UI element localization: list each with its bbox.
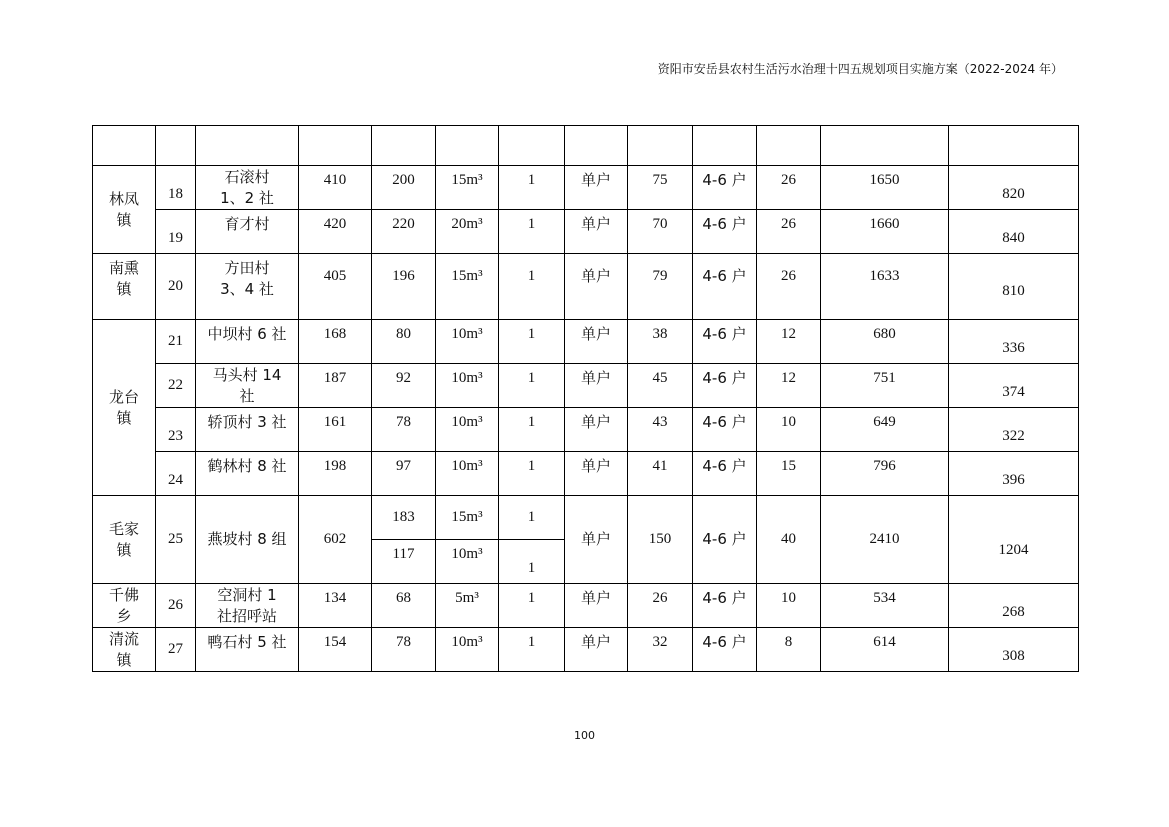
cell-c7: 12 [757, 320, 821, 364]
cell-type: 单户 [565, 254, 628, 320]
cell-c8: 796 [821, 452, 949, 496]
cell-c5: 38 [628, 320, 693, 364]
cell-type: 单户 [565, 584, 628, 628]
table-cell [372, 126, 436, 166]
cell-c7: 15 [757, 452, 821, 496]
table-row [93, 254, 1079, 320]
row-number: 22 [156, 364, 196, 408]
table-cell [499, 126, 565, 166]
cell-capacity: 10m³ [436, 364, 499, 408]
cell-c5: 26 [628, 584, 693, 628]
town-cell [93, 584, 156, 628]
cell-c9: 374 [949, 364, 1079, 408]
cell-c9: 268 [949, 584, 1079, 628]
table-cell [565, 126, 628, 166]
cell-quantity: 1 [499, 320, 565, 364]
page-number: 100 [574, 729, 595, 742]
cell-range: 4-6 户 [693, 210, 757, 254]
cell-c2: 92 [372, 364, 436, 408]
cell-c5: 150 [628, 496, 693, 584]
row-number: 19 [156, 210, 196, 254]
cell-range: 4-6 户 [693, 584, 757, 628]
village-cell: 轿顶村 3 社 [196, 408, 299, 452]
town-label: 林凤镇 [109, 189, 140, 229]
cell-c9: 336 [949, 320, 1079, 364]
table-row [93, 320, 1079, 364]
cell-c8: 1650 [821, 166, 949, 210]
cell-c2: 78 [372, 628, 436, 672]
cell-c8: 2410 [821, 496, 949, 584]
row-number: 18 [156, 166, 196, 210]
table-cell [299, 126, 372, 166]
cell-range: 4-6 户 [693, 496, 757, 584]
town-cell [93, 628, 156, 672]
table-row [93, 496, 1079, 540]
row-number: 24 [156, 452, 196, 496]
row-number: 25 [156, 496, 196, 584]
village-cell: 中坝村 6 社 [196, 320, 299, 364]
cell-c9: 308 [949, 628, 1079, 672]
data-table [92, 125, 1079, 672]
cell-type: 单户 [565, 496, 628, 584]
village-cell: 鸭石村 5 社 [196, 628, 299, 672]
cell-c5: 45 [628, 364, 693, 408]
cell-capacity: 15m³ [436, 254, 499, 320]
cell-c8: 751 [821, 364, 949, 408]
cell-capacity: 10m³ [436, 628, 499, 672]
cell-c5: 75 [628, 166, 693, 210]
cell-capacity: 15m³ [436, 166, 499, 210]
table-row [93, 452, 1079, 496]
table-cell [156, 126, 196, 166]
cell-quantity: 1 [499, 254, 565, 320]
village-label: 石滚村 1、2 社 [220, 167, 274, 207]
town-label: 千佛乡 [109, 585, 140, 625]
cell-c7: 26 [757, 166, 821, 210]
village-cell [196, 364, 299, 408]
village-cell: 燕坡村 8 组 [196, 496, 299, 584]
cell-c1: 405 [299, 254, 372, 320]
cell-quantity: 1 [499, 628, 565, 672]
cell-c1: 602 [299, 496, 372, 584]
town-label: 毛家镇 [109, 519, 140, 559]
cell-c1: 187 [299, 364, 372, 408]
cell-type: 单户 [565, 210, 628, 254]
village-cell: 鹤林村 8 社 [196, 452, 299, 496]
cell-c8: 649 [821, 408, 949, 452]
cell-c1: 410 [299, 166, 372, 210]
village-cell [196, 254, 299, 320]
cell-range: 4-6 户 [693, 320, 757, 364]
cell-quantity: 1 [499, 452, 565, 496]
village-label: 马头村 14 社 [212, 365, 282, 405]
row-number: 26 [156, 584, 196, 628]
cell-range: 4-6 户 [693, 452, 757, 496]
document-header: 资阳市安岳县农村生活污水治理十四五规划项目实施方案（2022-2024 年） [657, 62, 1063, 76]
town-label: 清流镇 [109, 629, 140, 669]
cell-capacity: 5m³ [436, 584, 499, 628]
cell-c1: 161 [299, 408, 372, 452]
cell-c9: 322 [949, 408, 1079, 452]
cell-type: 单户 [565, 166, 628, 210]
table-row [93, 210, 1079, 254]
table-cell [949, 126, 1079, 166]
table-cell [821, 126, 949, 166]
cell-c2: 97 [372, 452, 436, 496]
cell-c1: 198 [299, 452, 372, 496]
cell-c8: 614 [821, 628, 949, 672]
row-number: 21 [156, 320, 196, 364]
cell-quantity: 1 [499, 210, 565, 254]
cell-c2: 220 [372, 210, 436, 254]
row-number: 27 [156, 628, 196, 672]
cell-range: 4-6 户 [693, 254, 757, 320]
village-cell [196, 166, 299, 210]
row-number: 20 [156, 254, 196, 320]
cell-capacity: 10m³ [436, 320, 499, 364]
village-label: 方田村 3、4 社 [220, 259, 274, 298]
cell-c2: 196 [372, 254, 436, 320]
cell-capacity: 15m³ [436, 496, 499, 540]
table-row [93, 364, 1079, 408]
cell-c8: 680 [821, 320, 949, 364]
cell-c9: 1204 [949, 496, 1079, 584]
cell-capacity: 10m³ [436, 540, 499, 584]
cell-c2: 78 [372, 408, 436, 452]
cell-type: 单户 [565, 452, 628, 496]
cell-c9: 396 [949, 452, 1079, 496]
town-label: 龙台镇 [109, 387, 140, 427]
cell-c9: 820 [949, 166, 1079, 210]
cell-c7: 10 [757, 584, 821, 628]
cell-c1: 420 [299, 210, 372, 254]
cell-c5: 79 [628, 254, 693, 320]
cell-capacity: 10m³ [436, 408, 499, 452]
cell-c9: 840 [949, 210, 1079, 254]
table-cell [693, 126, 757, 166]
cell-range: 4-6 户 [693, 166, 757, 210]
cell-type: 单户 [565, 628, 628, 672]
cell-c1: 154 [299, 628, 372, 672]
table-cell [93, 126, 156, 166]
cell-c5: 43 [628, 408, 693, 452]
cell-quantity: 1 [499, 408, 565, 452]
cell-c7: 26 [757, 254, 821, 320]
cell-c7: 40 [757, 496, 821, 584]
table-cell [196, 126, 299, 166]
cell-c8: 1660 [821, 210, 949, 254]
table-row [93, 584, 1079, 628]
cell-quantity: 1 [499, 364, 565, 408]
town-cell [93, 166, 156, 254]
cell-c7: 10 [757, 408, 821, 452]
cell-c5: 32 [628, 628, 693, 672]
table-row [93, 166, 1079, 210]
table-row [93, 628, 1079, 672]
cell-c7: 12 [757, 364, 821, 408]
cell-c2: 68 [372, 584, 436, 628]
cell-range: 4-6 户 [693, 628, 757, 672]
cell-c7: 26 [757, 210, 821, 254]
village-cell: 育才村 [196, 210, 299, 254]
cell-capacity: 20m³ [436, 210, 499, 254]
blank-header-row [93, 126, 1079, 166]
cell-quantity: 1 [499, 584, 565, 628]
village-cell [196, 584, 299, 628]
cell-c2: 80 [372, 320, 436, 364]
town-cell [93, 496, 156, 584]
cell-c7: 8 [757, 628, 821, 672]
cell-quantity: 1 [499, 540, 565, 584]
cell-type: 单户 [565, 364, 628, 408]
table-cell [436, 126, 499, 166]
cell-c5: 70 [628, 210, 693, 254]
town-cell [93, 254, 156, 320]
cell-c1: 168 [299, 320, 372, 364]
cell-c1: 134 [299, 584, 372, 628]
table-cell [757, 126, 821, 166]
cell-c8: 1633 [821, 254, 949, 320]
cell-range: 4-6 户 [693, 408, 757, 452]
cell-capacity: 10m³ [436, 452, 499, 496]
cell-quantity: 1 [499, 496, 565, 540]
cell-c5: 41 [628, 452, 693, 496]
town-label: 南熏镇 [109, 259, 140, 298]
cell-type: 单户 [565, 408, 628, 452]
cell-type: 单户 [565, 320, 628, 364]
village-label: 空洞村 1 社招呼站 [216, 585, 277, 625]
table-row [93, 408, 1079, 452]
table-cell [628, 126, 693, 166]
cell-quantity: 1 [499, 166, 565, 210]
cell-c2: 183 [372, 496, 436, 540]
cell-c2: 200 [372, 166, 436, 210]
cell-c9: 810 [949, 254, 1079, 320]
cell-range: 4-6 户 [693, 364, 757, 408]
row-number: 23 [156, 408, 196, 452]
town-cell [93, 320, 156, 496]
cell-c2: 117 [372, 540, 436, 584]
cell-c8: 534 [821, 584, 949, 628]
